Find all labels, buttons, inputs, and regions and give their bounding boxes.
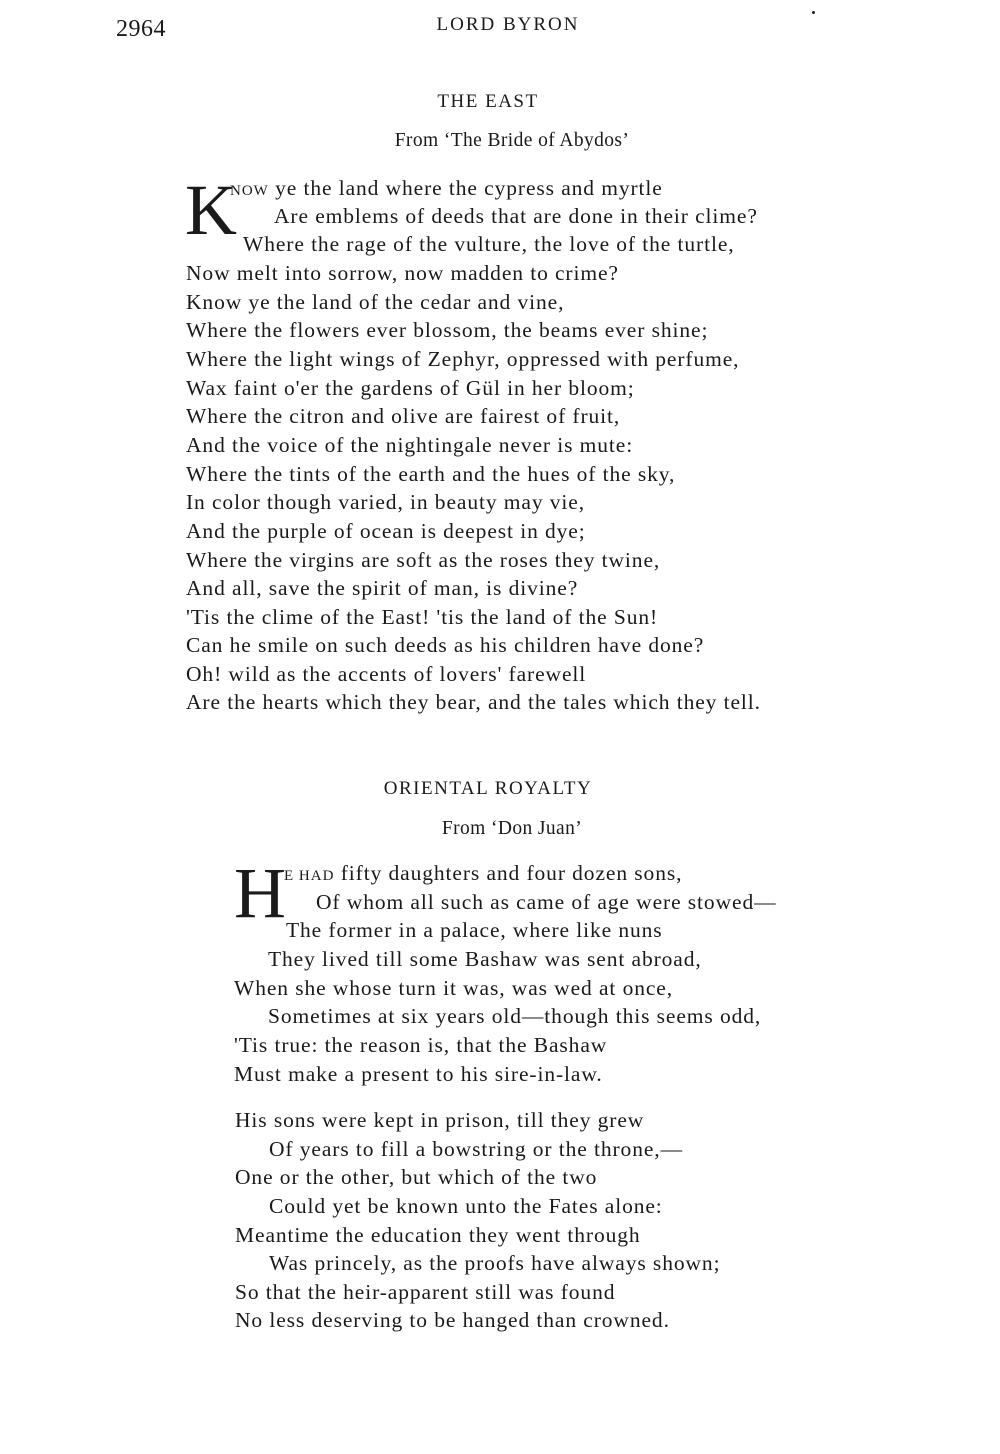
poem-line: [284, 863, 682, 885]
poem-line: Can he smile on such deeds as his children have done?: [186, 633, 705, 657]
poem-line: Was princely, as the proofs have always shown;: [269, 1251, 721, 1275]
poem-line: 'Tis true: the reason is, that the Bashaw: [234, 1033, 608, 1057]
poem-line: No less deserving to be hanged than crowned.: [235, 1308, 670, 1332]
poem-line: They lived till some Bashaw was sent abroad,: [268, 947, 702, 971]
poem-line: And the purple of ocean is deepest in dye;: [186, 519, 586, 543]
running-head: LORD BYRON: [436, 14, 580, 35]
poem-line: Where the virgins are soft as the roses they twine,: [186, 548, 661, 572]
poem-title-the-east: THE EAST: [437, 91, 539, 112]
poem-line: Where the rage of the vulture, the love of the turtle,: [243, 232, 735, 256]
poem-line-text: fifty daughters and four dozen sons,: [334, 861, 683, 885]
first-word-smallcaps: NOW: [230, 183, 269, 199]
poem-line: And all, save the spirit of man, is divine?: [186, 576, 579, 600]
poem-line: In color though varied, in beauty may vie,: [186, 490, 586, 514]
poem-title-oriental-royalty: ORIENTAL ROYALTY: [383, 778, 593, 799]
drop-cap-k: K: [185, 170, 237, 250]
poem-source-don-juan: From ‘Don Juan’: [441, 818, 583, 839]
poem-line: Wax faint o'er the gardens of Gül in her bloom;: [186, 376, 635, 400]
poem-line: [230, 178, 663, 200]
poem-line: His sons were kept in prison, till they grew: [235, 1108, 645, 1132]
poem-line: 'Tis the clime of the East! 'tis the land of the Sun!: [186, 605, 659, 629]
poem-line: And the voice of the nightingale never is mute:: [186, 433, 634, 457]
poem-line: Could yet be known unto the Fates alone:: [269, 1194, 663, 1218]
poem-line: So that the heir-apparent still was found: [235, 1280, 616, 1304]
poem-line: Of years to fill a bowstring or the throne,—: [269, 1137, 683, 1161]
first-words-smallcaps: E HAD: [284, 868, 335, 884]
poem-line: When she whose turn it was, was wed at once,: [234, 976, 674, 1000]
poem-line: The former in a palace, where like nuns: [286, 918, 663, 942]
poem-line: Where the flowers ever blossom, the beams ever shine;: [186, 318, 709, 342]
poem-line: Of whom all such as came of age were stowed—: [316, 890, 777, 914]
poem-line-text: ye the land where the cypress and myrtle: [268, 176, 663, 200]
poem-line: Where the light wings of Zephyr, oppressed with perfume,: [186, 347, 740, 371]
poem-line: Now melt into sorrow, now madden to crime?: [186, 261, 619, 285]
poem-line: Are emblems of deeds that are done in their clime?: [274, 204, 758, 228]
poem-line: Where the tints of the earth and the hues of the sky,: [186, 462, 676, 486]
drop-cap-h: H: [234, 853, 286, 933]
poem-line: Must make a present to his sire-in-law.: [234, 1062, 603, 1086]
poem-line: Are the hearts which they bear, and the tales which they tell.: [186, 690, 761, 714]
poem-line: One or the other, but which of the two: [235, 1165, 598, 1189]
page-number: 2964: [116, 16, 166, 42]
poem-line: Meantime the education they went through: [235, 1223, 641, 1247]
poem-line: Where the citron and olive are fairest of fruit,: [186, 404, 621, 428]
poem-line: Sometimes at six years old—though this seems odd,: [268, 1004, 762, 1028]
poem-source-bride-of-abydos: From ‘The Bride of Abydos’: [394, 130, 630, 151]
print-speck: [812, 11, 815, 14]
poem-line: Oh! wild as the accents of lovers' farewell: [186, 662, 587, 686]
poem-line: Know ye the land of the cedar and vine,: [186, 290, 565, 314]
